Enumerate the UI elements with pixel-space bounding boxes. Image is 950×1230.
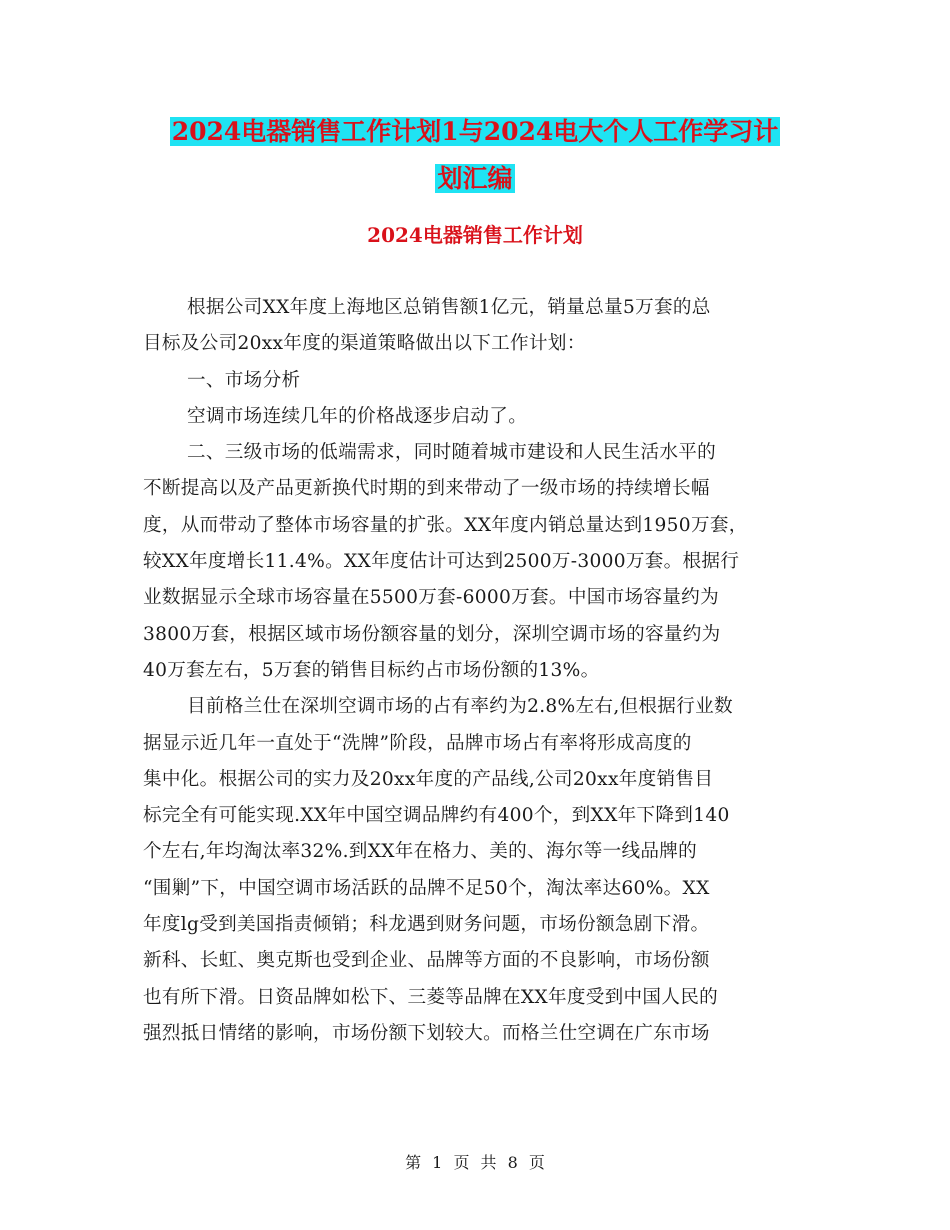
body-text [143,290,808,1052]
body-line: 标完全有可能实现.XX年中国空调品牌约有400个，到XX年下降到140 [143,805,730,827]
body-line: 较XX年度增长11.4%。XX年度估计可达到2500万-3000万套。根据行 [143,551,740,573]
body-line: 集中化。根据公司的实力及20xx年度的产品线,公司20xx年度销售目 [143,768,714,790]
body-line: 度，从而带动了整体市场容量的扩张。XX年度内销总量达到1950万套， [143,514,748,536]
document-title-line-2: 划汇编 [437,164,513,193]
body-line: 年度lg受到美国指责倾销；科龙遇到财务问题，市场份额急剧下滑。 [143,914,710,936]
body-line: 目前格兰仕在深圳空调市场的占有率约为2.8%左右,但根据行业数 [187,696,733,718]
page-footer: 第 1 页 共 8 页 [405,1153,545,1172]
body-line: 个左右,年均淘汰率32%.到XX年在格力、美的、海尔等一线品牌的 [143,841,698,863]
body-line: 40万套左右，5万套的销售目标约占市场份额的13%。 [143,659,600,681]
body-line: 不断提高以及产品更新换代时期的到来带动了一级市场的持续增长幅 [143,478,710,500]
body-line: 业数据显示全球市场容量在5500万套-6000万套。中国市场容量约为 [143,587,719,609]
body-line: “围剿”下，中国空调市场活跃的品牌不足50个，淘汰率达60%。XX [143,877,710,899]
section-title: 2024电器销售工作计划 [367,223,583,247]
body-line: 根据公司XX年度上海地区总销售额1亿元，销量总量5万套的总 [187,297,711,318]
body-line: 3800万套，根据区域市场份额容量的划分，深圳空调市场的容量约为 [143,623,721,645]
body-line: 新科、长虹、奥克斯也受到企业、品牌等方面的不良影响，市场份额 [143,950,710,972]
document-title-line-1: 2024电器销售工作计划1与2024电大个人工作学习计 [171,117,779,146]
document-title [0,108,950,202]
body-line: 也有所下滑。日资品牌如松下、三菱等品牌在XX年度受到中国人民的 [143,986,718,1008]
body-line: 一、市场分析 [187,369,301,391]
body-line: 目标及公司20xx年度的渠道策略做出以下工作计划： [143,333,586,355]
body-line: 强烈抵日情绪的影响，市场份额下划较大。而格兰仕空调在广东市场 [143,1022,710,1044]
body-line: 二、三级市场的低端需求，同时随着城市建设和人民生活水平的 [187,442,717,464]
body-line: 空调市场连续几年的价格战逐步启动了。 [187,405,528,427]
body-line: 据显示近几年一直处于“洗牌”阶段，品牌市场占有率将形成高度的 [143,732,692,754]
